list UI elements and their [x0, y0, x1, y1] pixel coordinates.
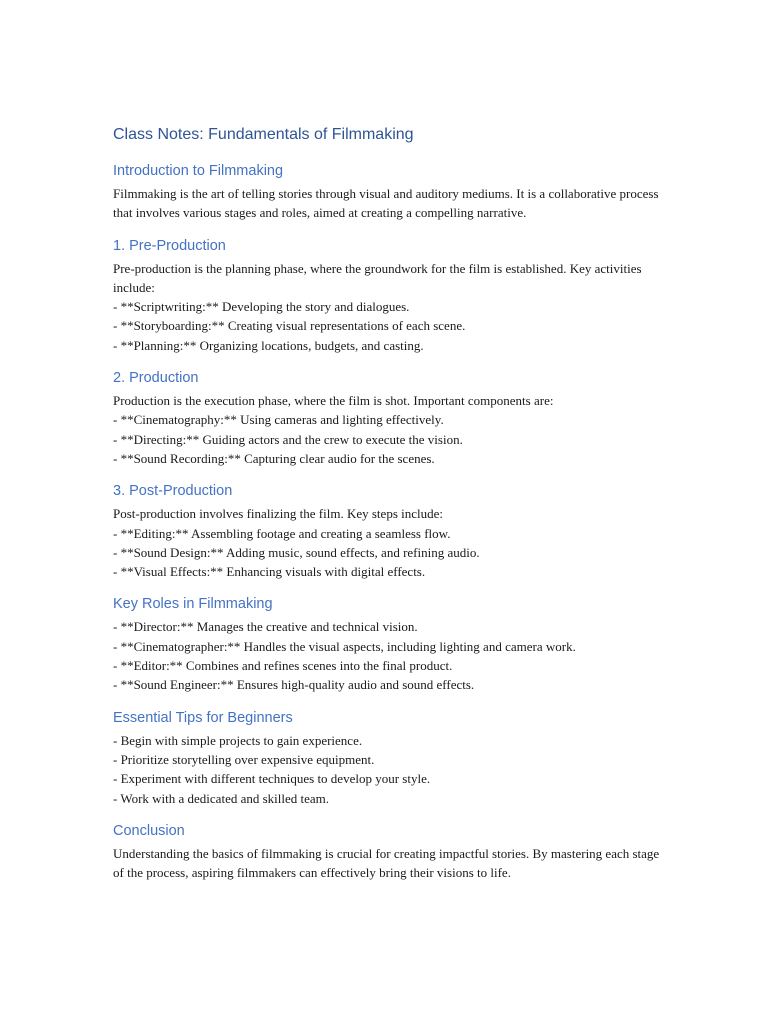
document-title: Class Notes: Fundamentals of Filmmaking: [113, 126, 414, 143]
section-heading: 2. Production: [113, 370, 199, 387]
section: [113, 479, 673, 581]
bullet-item: - Experiment with different techniques to develop your style.: [113, 771, 431, 787]
section: [113, 159, 673, 223]
bullet-item: - **Cinematographer:** Handles the visual aspects, including lighting and camera work.: [113, 638, 576, 654]
section-paragraph: Post-production involves finalizing the film. Key steps include:: [113, 506, 444, 522]
section: [113, 234, 673, 355]
section-heading: Essential Tips for Beginners: [113, 709, 293, 726]
bullet-item: - Work with a dedicated and skilled team.: [113, 790, 330, 806]
bullet-item: - **Editor:** Combines and refines scenes into the final product.: [113, 658, 453, 674]
section: [113, 706, 673, 808]
section-heading: Introduction to Filmmaking: [113, 163, 284, 179]
bullet-item: - **Sound Design:** Adding music, sound effects, and refining audio.: [113, 544, 480, 560]
bullet-item: - **Directing:** Guiding actors and the crew to execute the vision.: [113, 431, 463, 447]
section: [113, 592, 673, 694]
section: [113, 366, 673, 468]
bullet-item: - **Sound Engineer:** Ensures high-quality audio and sound effects.: [113, 677, 475, 693]
bullet-item: - Begin with simple projects to gain experience.: [113, 732, 363, 748]
document-body: [113, 159, 673, 882]
bullet-item: - **Scriptwriting:** Developing the story and dialogues.: [113, 299, 410, 315]
section-paragraph: Understanding the basics of filmmaking is crucial for creating impactful stories. By mastering each stage of the process, aspiring filmmakers can effectively bring their visions to life.: [113, 845, 660, 881]
section: [113, 819, 673, 883]
bullet-item: - **Director:** Manages the creative and technical vision.: [113, 619, 418, 635]
section-paragraph: Filmmaking is the art of telling stories through visual and auditory mediums. It is a collaborative process that involves various stages and roles, aimed at creating a compelling narrative.: [113, 186, 659, 221]
section-heading: 3. Post-Production: [113, 483, 233, 500]
bullet-item: - **Sound Recording:** Capturing clear audio for the scenes.: [113, 450, 435, 466]
bullet-item: - **Planning:** Organizing locations, budgets, and casting.: [113, 337, 424, 353]
document-page: [113, 122, 673, 882]
section-heading: 1. Pre-Production: [113, 237, 226, 254]
bullet-item: - **Cinematography:** Using cameras and lighting effectively.: [113, 412, 444, 428]
bullet-item: - **Editing:** Assembling footage and creating a seamless flow.: [113, 525, 451, 541]
bullet-item: - Prioritize storytelling over expensive equipment.: [113, 751, 375, 767]
bullet-item: - **Visual Effects:** Enhancing visuals with digital effects.: [113, 564, 426, 580]
bullet-item: - **Storyboarding:** Creating visual representations of each scene.: [113, 318, 466, 334]
section-heading: Key Roles in Filmmaking: [113, 596, 273, 613]
section-paragraph: Pre-production is the planning phase, where the groundwork for the film is established. Key activities include:: [113, 260, 642, 295]
section-paragraph: Production is the execution phase, where the film is shot. Important components are:: [113, 393, 554, 409]
section-heading: Conclusion: [113, 822, 185, 839]
